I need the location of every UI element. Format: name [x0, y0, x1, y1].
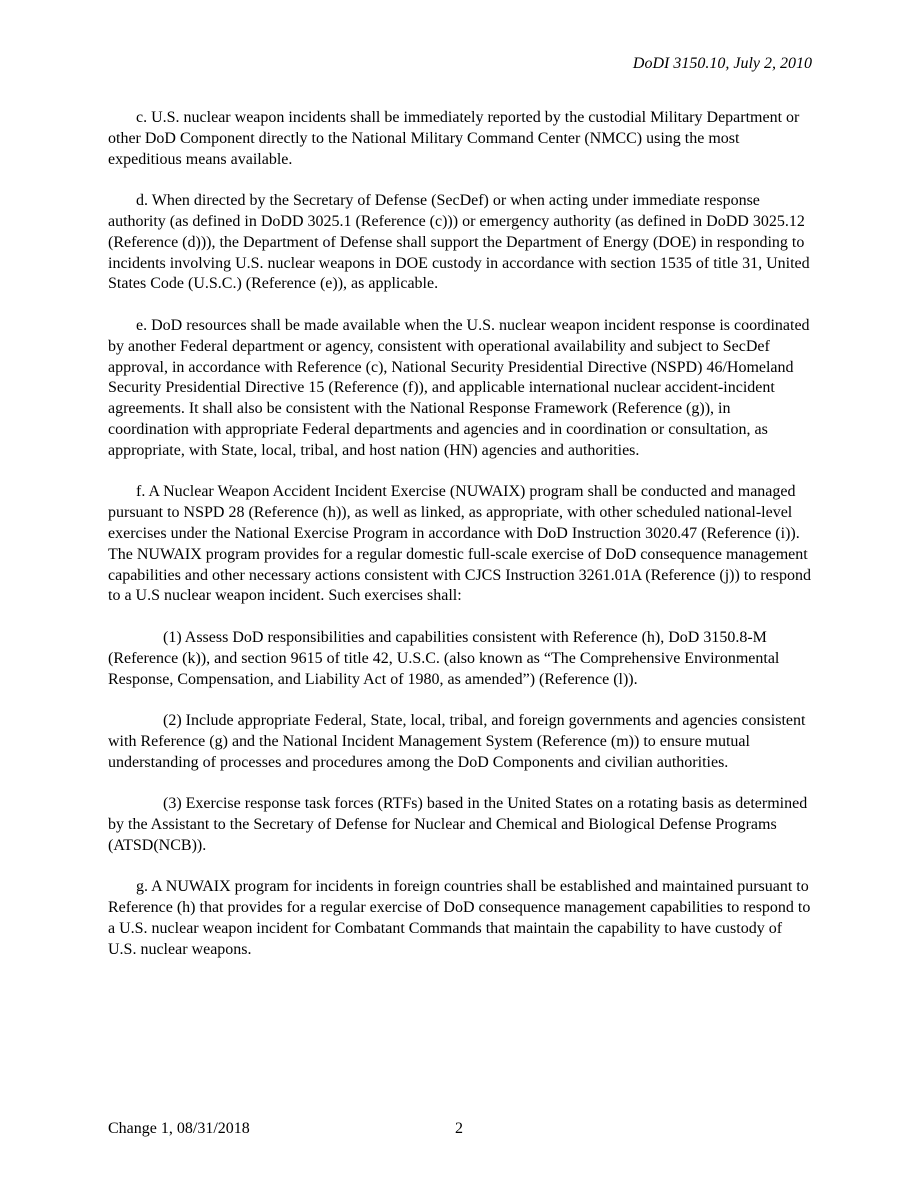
paragraph-d: d. When directed by the Secretary of Defense (SecDef) or when acting under immediate response authority (as defined in DoDD 3025.1 (Reference (c))) or emergency authority (as defined in DoDD 3025.12 (Reference (d))), the Department of Defense shall support the Department of Energy (DOE) in responding to incidents involving U.S. nuclear weapons in DOE custody in accordance with section 1535 of title 31, United States Code (U.S.C.) (Reference (e)), as applicable.: [108, 192, 810, 293]
paragraph-g: g. A NUWAIX program for incidents in foreign countries shall be established and maintained pursuant to Reference (h) that provides for a regular exercise of DoD consequence management capabilities to respond to a U.S. nuclear weapon incident for Combatant Commands that maintain the capability to have custody of U.S. nuclear weapons.: [108, 878, 811, 958]
subparagraph-f-3: (3) Exercise response task forces (RTFs) based in the United States on a rotating basis as determined by the Assistant to the Secretary of Defense for Nuclear and Chemical and Biological Defense Programs (ATSD(NCB)).: [108, 795, 808, 854]
change-note: Change 1, 08/31/2018: [108, 1120, 250, 1137]
document-body: [108, 108, 814, 981]
paragraph-e: e. DoD resources shall be made available when the U.S. nuclear weapon incident response is coordinated by another Federal department or agency, consistent with operational availability and subject to SecDef approval, in accordance with Reference (c), National Security Presidential Directive (NSPD) 46/Homeland Security Presidential Directive 15 (Reference (f)), and applicable international nuclear accident-incident agreements. It shall also be consistent with the National Response Framework (Reference (g)), in coordination with appropriate Federal departments and agencies and in coordination or consultation, as appropriate, with State, local, tribal, and host nation (HN) agencies and authorities.: [108, 316, 810, 459]
page-number: 2: [455, 1120, 463, 1137]
paragraph-f: f. A Nuclear Weapon Accident Incident Exercise (NUWAIX) program shall be conducted and managed pursuant to NSPD 28 (Reference (h)), as well as linked, as appropriate, with other scheduled national-level exercises under the National Exercise Program in accordance with DoD Instruction 3020.47 (Reference (i)). The NUWAIX program provides for a regular domestic full-scale exercise of DoD consequence management capabilities and other necessary actions consistent with CJCS Instruction 3261.01A (Reference (j)) to respond to a U.S nuclear weapon incident. Such exercises shall:: [108, 483, 811, 605]
subparagraph-f-2: (2) Include appropriate Federal, State, local, tribal, and foreign governments and agencies consistent with Reference (g) and the National Incident Management System (Reference (m)) to ensure mutual understanding of processes and procedures among the DoD Components and civilian authorities.: [108, 712, 806, 771]
paragraph-c: c. U.S. nuclear weapon incidents shall be immediately reported by the custodial Military Department or other DoD Component directly to the National Military Command Center (NMCC) using the most expeditious means available.: [108, 109, 800, 168]
document-header: DoDI 3150.10, July 2, 2010: [632, 55, 812, 72]
subparagraph-f-1: (1) Assess DoD responsibilities and capabilities consistent with Reference (h), DoD 3150.8-M (Reference (k)), and section 9615 of title 42, U.S.C. (also known as “The Comprehensive Environmental Response, Compensation, and Liability Act of 1980, as amended”) (Reference (l)).: [108, 628, 780, 688]
